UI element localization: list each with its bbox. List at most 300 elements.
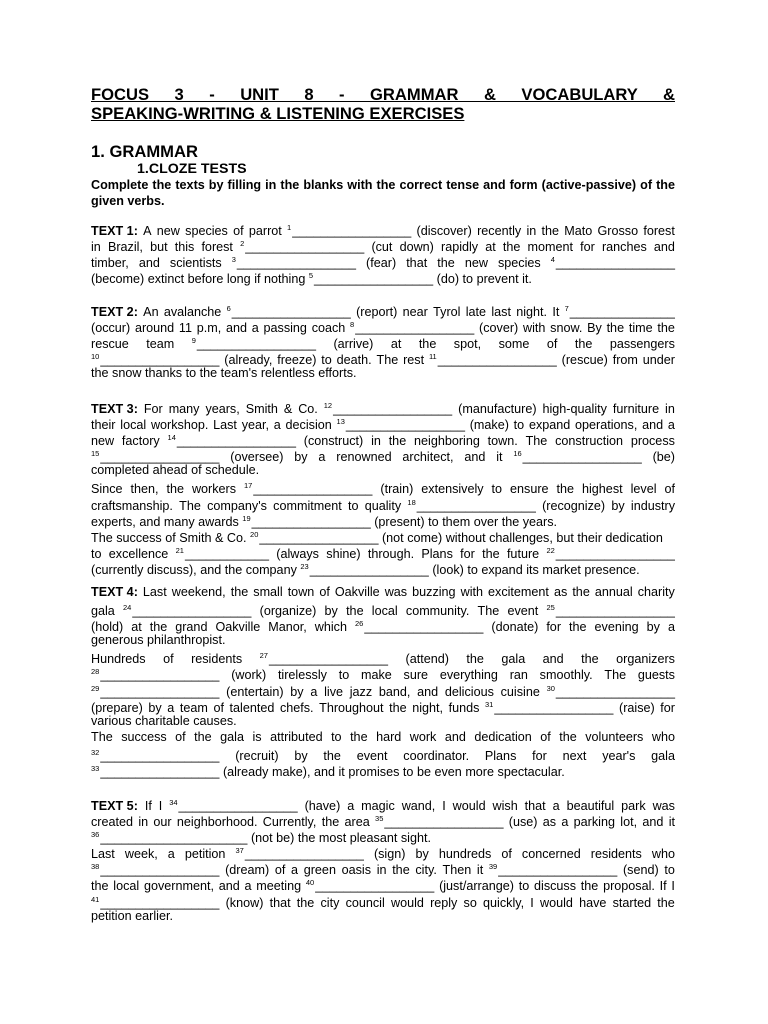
word: by <box>415 847 429 862</box>
word: (report) <box>356 305 398 319</box>
word: of <box>664 482 675 497</box>
blank-number: 17 <box>244 481 253 491</box>
word: town. <box>487 434 518 449</box>
text-line <box>91 478 675 497</box>
word: as <box>542 815 557 830</box>
word: the <box>346 604 364 619</box>
text-line <box>91 584 675 600</box>
word: that <box>406 256 428 271</box>
text-line <box>91 648 675 667</box>
word: the <box>418 337 437 352</box>
word: the <box>606 321 625 336</box>
word: jazz <box>349 684 373 699</box>
text-line <box>91 761 675 780</box>
word: time <box>628 321 653 336</box>
blank-6: $^6$_________________ <box>226 304 351 319</box>
word: the <box>224 562 243 577</box>
word: hard <box>376 729 402 744</box>
word: and <box>417 684 439 699</box>
word: lot, <box>620 815 638 830</box>
blank-number: 9 <box>191 336 196 346</box>
word: but <box>556 530 574 545</box>
word: and <box>642 418 664 433</box>
word: high-quality <box>542 402 607 416</box>
word: sure <box>403 668 429 683</box>
word: at <box>485 240 496 255</box>
word: city. <box>415 863 437 878</box>
word: challenges, <box>489 530 553 545</box>
word: would <box>452 799 486 813</box>
word: and <box>542 652 564 667</box>
word: Last <box>91 847 115 862</box>
word: (discover) <box>416 224 472 238</box>
word: to <box>321 353 332 368</box>
word: spectacular. <box>497 765 565 780</box>
word: (currently <box>91 562 144 577</box>
blank-number: 28 <box>91 667 100 677</box>
word: for <box>580 240 595 255</box>
blank-25: $^{25}$_________________ <box>546 603 675 619</box>
word: the <box>559 729 577 744</box>
word: to <box>402 765 414 780</box>
word: freeze) <box>277 353 317 368</box>
word: snow <box>112 366 142 381</box>
text-5-paragraph <box>91 795 675 924</box>
text-line <box>91 527 675 543</box>
blank-41: $^{41}$_________________ <box>91 894 220 910</box>
word: its <box>526 562 539 577</box>
word: awards <box>198 514 239 529</box>
word: many <box>163 514 195 529</box>
word: the <box>581 652 599 667</box>
word: it <box>496 450 503 465</box>
word: (recruit) <box>235 748 279 763</box>
word: excellence <box>108 546 169 561</box>
word: next <box>562 748 587 763</box>
blank-number: 23 <box>300 561 309 571</box>
word: relentless <box>260 366 315 381</box>
word: market <box>542 562 581 577</box>
word: thanks <box>144 366 183 381</box>
word: volunteers <box>585 729 644 744</box>
blank-19: $^{19}$_________________ <box>242 513 371 529</box>
word: the <box>580 879 599 894</box>
word: forest <box>201 240 233 255</box>
blank-35: $^{35}$_________________ <box>375 814 504 830</box>
word: ensure <box>510 482 549 497</box>
blank-16: $^{16}$_________________ <box>513 449 642 465</box>
word: the <box>321 815 340 830</box>
word: pleasant <box>349 831 398 846</box>
word: the <box>392 863 410 878</box>
word: I <box>671 879 675 894</box>
word: for <box>532 748 547 763</box>
word: rescue <box>91 337 129 352</box>
word: green <box>303 863 336 878</box>
word: shine) <box>326 546 361 561</box>
word: created <box>91 815 134 830</box>
word: the <box>572 585 590 599</box>
word: (arrive) <box>333 337 374 352</box>
word: (cover) <box>479 321 519 336</box>
word: Mato <box>564 224 593 238</box>
word: a <box>667 620 675 635</box>
word: who <box>651 729 675 744</box>
word: 11 <box>178 321 192 336</box>
word: started <box>612 895 652 910</box>
blank-number: 26 <box>354 619 364 629</box>
word: (hold) <box>91 620 124 635</box>
blank-number: 40 <box>305 878 315 888</box>
word: the <box>199 366 218 381</box>
word: sight. <box>400 831 431 846</box>
word: year's <box>602 748 636 763</box>
worksheet-title <box>91 86 675 123</box>
word: the <box>574 337 593 352</box>
word: Co. <box>226 530 247 545</box>
word: (raise) <box>619 700 655 715</box>
word: event <box>356 748 388 763</box>
blank-number: 13 <box>336 417 345 427</box>
word: a <box>167 700 175 715</box>
word: but <box>150 240 168 255</box>
word: of <box>191 463 202 478</box>
word: so <box>463 895 477 910</box>
blank-39: $^{39}$_________________ <box>488 862 618 878</box>
text-line <box>91 301 675 317</box>
word: (be) <box>652 450 675 465</box>
word: rapidly <box>441 240 479 255</box>
text-line <box>91 559 675 575</box>
word: I <box>158 799 163 813</box>
title-line-1: FOCUS 3 - UNIT 8 - GRAMMAR & VOCABULARY & <box>91 85 675 104</box>
word: (rescue) <box>561 353 608 368</box>
word: architect, <box>402 450 454 465</box>
blank-number: 37 <box>235 846 244 856</box>
word: the <box>149 620 168 635</box>
word: (organize) <box>259 604 317 619</box>
blank-number: 33 <box>91 764 100 774</box>
word: a <box>310 684 318 699</box>
word: event <box>507 604 539 619</box>
word: years, <box>205 402 240 416</box>
word: For <box>143 402 163 416</box>
blank-2: $^2$_________________ <box>240 239 365 255</box>
blank-number: 16 <box>513 449 522 459</box>
word: come) <box>407 530 443 545</box>
word: the <box>194 729 212 744</box>
word: residents <box>590 847 642 862</box>
word: Manor, <box>268 620 307 635</box>
word: workers <box>191 482 237 497</box>
word: at <box>131 620 142 635</box>
word: dedication <box>474 729 532 744</box>
word: then, <box>130 482 159 497</box>
text-line <box>91 681 675 697</box>
text-3-paragraph <box>91 398 675 575</box>
word: parking <box>573 815 615 830</box>
word: decision <box>285 418 332 433</box>
word: local <box>371 604 398 619</box>
word: prevent <box>476 272 519 287</box>
text-line <box>91 795 675 811</box>
word: The <box>525 434 548 449</box>
blank-number: 7 <box>564 304 569 313</box>
word: (make) <box>469 418 509 433</box>
word: which <box>314 620 347 635</box>
word: oasis <box>341 863 372 878</box>
word: Currently, <box>262 815 317 830</box>
word: moment <box>527 240 574 255</box>
text-line <box>91 543 675 559</box>
word: their <box>91 418 116 433</box>
word: under <box>642 353 675 368</box>
word: band, <box>378 684 411 699</box>
word: (always <box>276 546 319 561</box>
word: year, <box>241 418 269 433</box>
word: (fear) <box>366 256 397 271</box>
word: a <box>291 863 299 878</box>
word: (use) <box>508 815 538 830</box>
word: Grosso <box>597 224 639 238</box>
word: of <box>546 337 558 352</box>
word: and <box>225 321 247 336</box>
word: smoothly. <box>539 668 593 683</box>
text-line <box>91 414 675 433</box>
word: Then <box>442 863 472 878</box>
word: the <box>569 620 587 635</box>
word: local <box>120 418 147 433</box>
word: (become) <box>91 272 145 287</box>
word: wand, <box>401 799 436 813</box>
text-line <box>91 349 675 368</box>
word: level <box>630 482 657 497</box>
word: to <box>331 729 342 744</box>
word: (occur) <box>91 321 131 336</box>
word: a <box>244 879 252 894</box>
word: concerned <box>521 847 581 862</box>
word: long <box>226 272 251 287</box>
word: weekend, <box>171 585 226 599</box>
word: recently <box>477 224 522 238</box>
word: organizers <box>616 652 675 667</box>
text-line <box>91 317 675 336</box>
blank-9: $^9$_________________ <box>191 336 316 352</box>
word: ahead <box>152 463 188 478</box>
word: for <box>460 546 475 561</box>
word: in <box>526 224 537 238</box>
word: (do) <box>436 272 460 287</box>
word: a <box>251 321 259 336</box>
blank-40: $^{40}$_________________ <box>305 878 435 894</box>
word: and <box>139 514 161 529</box>
blank-number: 19 <box>242 513 251 523</box>
word: (attend) <box>405 652 449 667</box>
word: presence. <box>584 562 640 577</box>
blank-number: 14 <box>167 433 176 443</box>
word: to <box>518 879 530 894</box>
word: community. <box>405 604 470 619</box>
word: (have) <box>304 799 341 813</box>
word: to <box>347 498 359 513</box>
word: Smith <box>179 530 212 545</box>
word: a <box>347 799 355 813</box>
word: industry <box>630 498 675 513</box>
word: proposal. <box>603 879 655 894</box>
word: by <box>324 604 338 619</box>
word: evening <box>594 620 639 635</box>
word: (not <box>381 530 404 545</box>
text-line <box>91 745 675 761</box>
word: charitable <box>135 713 190 728</box>
word: (present) <box>374 514 425 529</box>
word: by <box>294 748 308 763</box>
word: quality <box>364 498 402 513</box>
word: future <box>506 546 540 561</box>
word: (donate) <box>491 620 539 635</box>
blank-number: 12 <box>323 401 333 410</box>
text-line <box>91 664 675 683</box>
word: & <box>283 402 293 416</box>
word: it. <box>522 272 532 287</box>
text-line <box>91 875 675 894</box>
text-line <box>91 600 675 619</box>
text-line <box>91 811 675 830</box>
word: gala <box>501 652 526 667</box>
word: of <box>163 652 174 667</box>
word: our <box>153 815 172 830</box>
word: efforts. <box>318 366 357 381</box>
word: that <box>269 895 291 910</box>
word: the <box>466 652 484 667</box>
blank-33: $^{33}$_________________ <box>91 764 220 780</box>
word: council <box>345 895 385 910</box>
word: by <box>294 450 308 465</box>
word: passengers <box>609 337 675 352</box>
text-line <box>91 398 675 414</box>
word: team <box>179 700 208 715</box>
word: wish <box>492 799 518 813</box>
word: neighboring <box>414 434 480 449</box>
blank-number: 3 <box>231 255 236 265</box>
word: forest <box>643 224 675 238</box>
word: attributed <box>270 729 323 744</box>
word: night, <box>412 700 444 715</box>
word: dedication <box>605 530 663 545</box>
word: to <box>513 418 525 433</box>
word: it <box>476 863 484 878</box>
blank-21: $^{21}$____________ <box>175 545 269 561</box>
word: expand <box>528 418 571 433</box>
blank-28: $^{28}$_________________ <box>91 667 220 683</box>
word: even <box>434 765 462 780</box>
word: (send) <box>622 863 659 878</box>
word: be) <box>276 831 295 846</box>
word: the <box>541 224 560 238</box>
word: to <box>338 668 350 683</box>
blank-number: 27 <box>259 651 268 661</box>
blank-number: 25 <box>546 603 555 613</box>
word: meeting <box>256 879 302 894</box>
blank-number: 29 <box>91 683 100 693</box>
word: magic <box>361 799 395 813</box>
blank-3: $^3$_________________ <box>231 255 356 271</box>
word: excitement <box>488 585 549 599</box>
word: rest <box>403 353 425 368</box>
word: live <box>324 684 343 699</box>
word: cuisine <box>500 684 540 699</box>
word: generous <box>91 633 144 648</box>
word: If <box>659 879 667 894</box>
word: the <box>91 366 109 381</box>
word: in <box>665 402 675 416</box>
word: with <box>522 321 546 336</box>
word: timber, <box>91 256 129 271</box>
word: factory <box>121 434 160 449</box>
word: extensively <box>421 482 484 497</box>
word: make), <box>271 765 311 780</box>
blank-number: 35 <box>375 814 384 824</box>
word: nothing <box>264 272 306 287</box>
word: the <box>323 748 341 763</box>
word: a <box>167 847 175 862</box>
word: city <box>320 895 340 910</box>
word: Oakville <box>215 620 261 635</box>
word: expand <box>481 562 523 577</box>
word: and <box>218 879 240 894</box>
word: to <box>467 562 478 577</box>
word: (already, <box>224 353 273 368</box>
word: to <box>428 514 439 529</box>
blank-number: 4 <box>550 255 555 265</box>
word: by <box>148 700 162 715</box>
word: A <box>143 224 152 238</box>
word: causes. <box>193 713 237 728</box>
word: talented <box>229 700 275 715</box>
word: for <box>660 700 675 715</box>
word: success <box>121 729 167 744</box>
word: If <box>144 799 152 813</box>
blank-number: 32 <box>91 747 100 757</box>
word: company <box>245 562 297 577</box>
word: craftsmanship. <box>91 498 173 513</box>
word: delicious <box>444 684 494 699</box>
word: team <box>146 337 175 352</box>
word: spot, <box>453 337 482 352</box>
word: the <box>501 514 520 529</box>
word: new <box>91 434 115 449</box>
text-4-paragraph <box>91 584 675 780</box>
blank-27: $^{27}$_________________ <box>259 651 389 667</box>
word: park <box>621 799 646 813</box>
word: avalanche <box>163 305 222 319</box>
word: a <box>273 418 281 433</box>
blank-number: 34 <box>169 798 178 807</box>
word: Plans <box>484 748 517 763</box>
word: Last <box>213 418 237 433</box>
blank-number: 20 <box>250 529 259 539</box>
blank-14: $^{14}$_________________ <box>167 433 296 449</box>
text-line <box>91 495 675 511</box>
word: The <box>91 729 113 744</box>
word: the <box>388 434 407 449</box>
word: of <box>213 700 224 715</box>
text-label: TEXT 3: <box>91 402 138 416</box>
word: gala <box>220 729 244 744</box>
word: buzzing <box>412 585 456 599</box>
word: this <box>174 240 195 255</box>
word: more <box>465 765 495 780</box>
